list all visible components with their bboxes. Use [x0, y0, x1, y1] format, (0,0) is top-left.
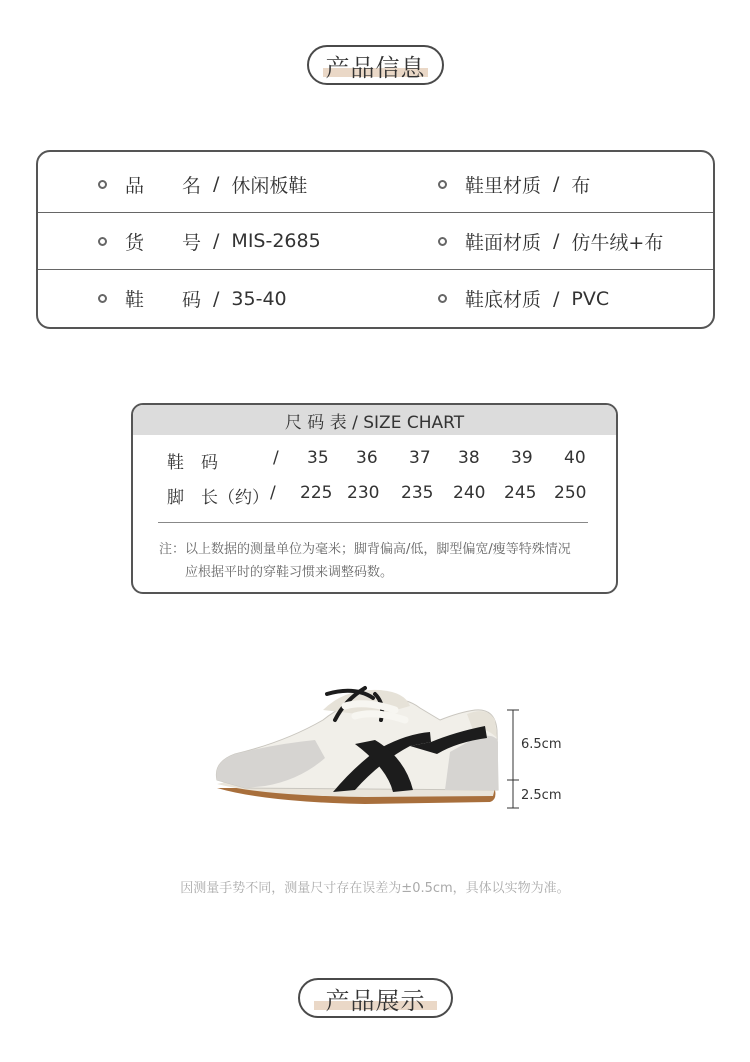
length-cell: 230	[347, 483, 380, 503]
info-left-cell	[98, 213, 321, 269]
info-left-cell	[98, 156, 307, 212]
info-row	[38, 156, 713, 213]
info-value: 35-40	[231, 287, 287, 310]
length-cell: 235	[401, 483, 434, 503]
size-note-line-1: 注：以上数据的测量单位为毫米；脚背偏高/低，脚型偏宽/瘦等特殊情况	[159, 542, 571, 557]
info-right-cell	[438, 270, 609, 327]
product-display-title-text: 产品展示	[325, 986, 426, 1015]
info-row	[38, 213, 713, 270]
info-right-cell	[438, 213, 663, 269]
length-row	[133, 483, 616, 507]
info-label: 鞋 码	[125, 289, 202, 311]
size-chart-title: 尺 码 表 / SIZE CHART	[133, 405, 616, 435]
length-row-slash: /	[270, 483, 276, 503]
size-cell: 37	[409, 448, 431, 468]
size-cell: 36	[356, 448, 378, 468]
product-info-title-text: 产品信息	[325, 53, 426, 82]
size-row	[133, 448, 616, 472]
info-value: 休闲板鞋	[231, 174, 308, 197]
length-cell: 250	[554, 483, 587, 503]
upper-height-label: 6.5cm	[521, 737, 562, 752]
size-row-label: 鞋 码	[167, 453, 218, 473]
info-label: 鞋底材质	[465, 289, 542, 311]
size-row-slash: /	[273, 448, 279, 468]
info-label: 货 号	[125, 231, 202, 254]
bullet-icon	[438, 180, 447, 189]
bullet-icon	[438, 237, 447, 246]
bullet-icon	[98, 237, 107, 246]
info-right-cell	[438, 156, 590, 212]
info-slash: /	[213, 173, 220, 195]
length-cell: 225	[300, 483, 333, 503]
size-chart	[131, 403, 618, 594]
shoe-image	[205, 680, 575, 820]
info-label: 鞋面材质	[465, 231, 542, 254]
info-value: PVC	[571, 287, 610, 310]
size-note-line-2: 应根据平时的穿鞋习惯来调整码数。	[185, 565, 394, 580]
size-chart-divider	[158, 522, 588, 523]
info-slash: /	[213, 230, 220, 252]
length-row-label: 脚 长（约）	[167, 488, 269, 508]
info-value: 仿牛绒+布	[571, 231, 664, 254]
info-slash: /	[213, 287, 220, 310]
info-label: 品 名	[125, 174, 202, 197]
measurement-disclaimer: 因测量手势不同，测量尺寸存在误差为±0.5cm，具体以实物为准。	[180, 881, 570, 896]
product-info-table	[36, 150, 715, 329]
bullet-icon	[98, 294, 107, 303]
length-cell: 245	[504, 483, 537, 503]
info-value: MIS-2685	[231, 230, 321, 252]
size-cell: 38	[458, 448, 480, 468]
size-cell: 39	[511, 448, 533, 468]
section-title-product-display	[298, 978, 453, 1018]
section-title-product-info	[307, 45, 444, 85]
sole-height-label: 2.5cm	[521, 788, 562, 803]
info-slash: /	[553, 230, 560, 252]
shoe-figure	[205, 680, 575, 820]
size-cell: 35	[307, 448, 329, 468]
info-label: 鞋里材质	[465, 174, 542, 197]
info-value: 布	[571, 174, 591, 197]
bullet-icon	[98, 180, 107, 189]
info-slash: /	[553, 287, 560, 310]
size-cell: 40	[564, 448, 586, 468]
info-slash: /	[553, 173, 560, 195]
info-row	[38, 270, 713, 327]
length-cell: 240	[453, 483, 486, 503]
bullet-icon	[438, 294, 447, 303]
info-left-cell	[98, 270, 287, 327]
